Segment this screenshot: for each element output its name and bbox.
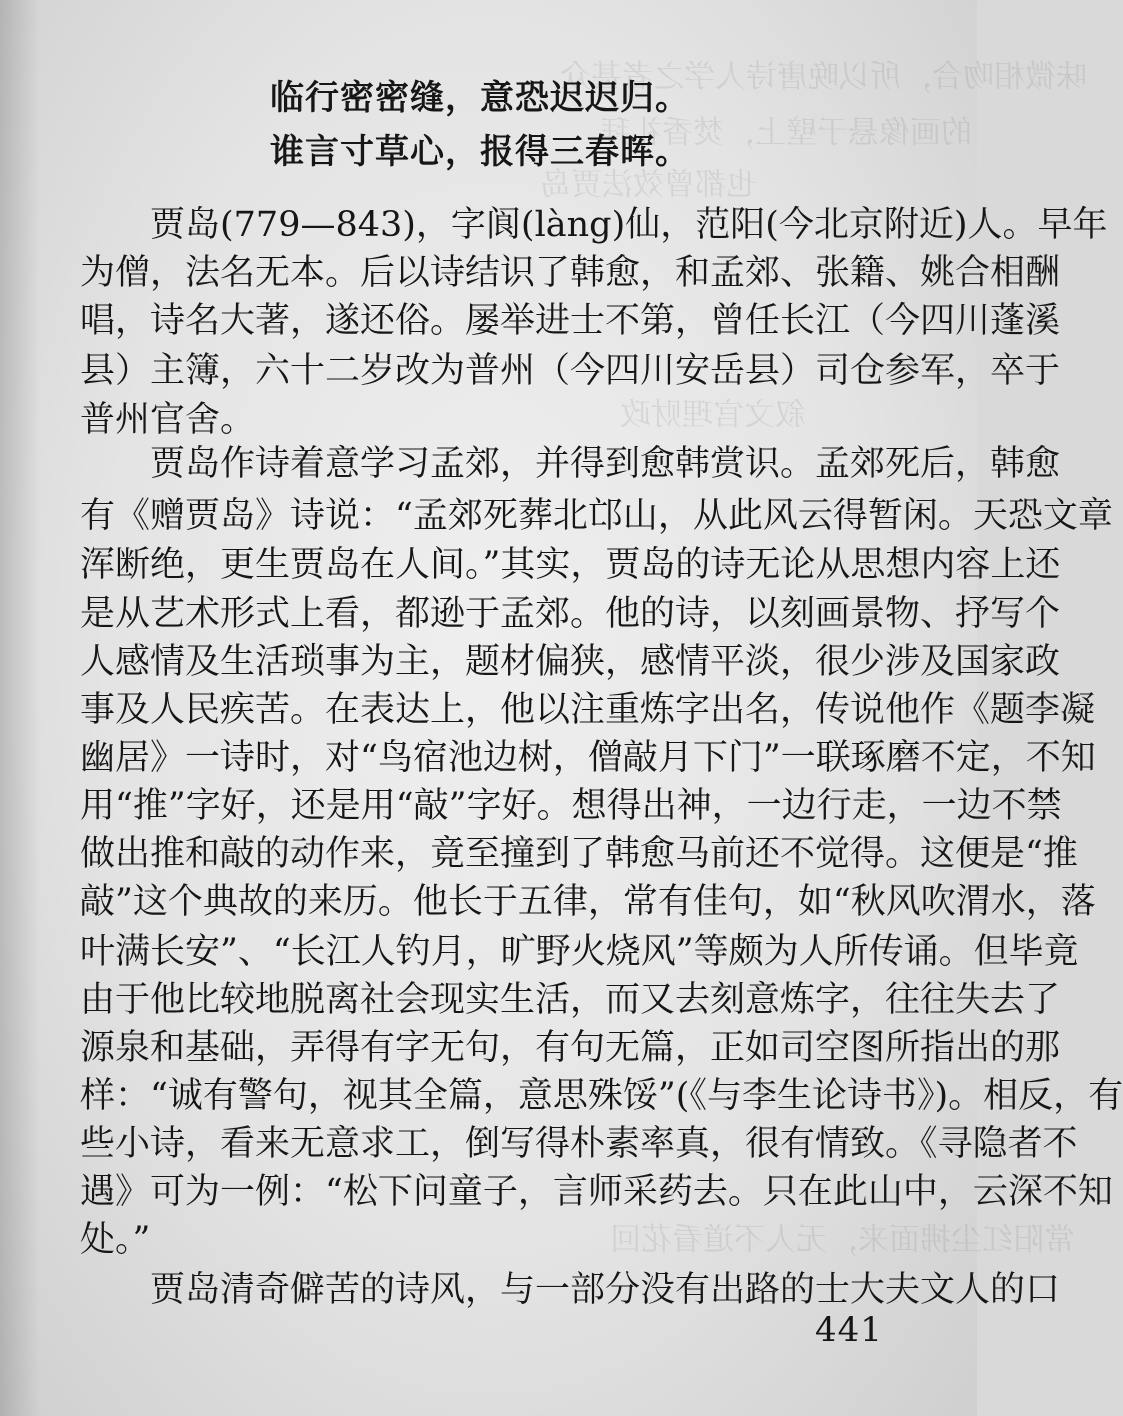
body-line: 遇》可为一例：“松下问童子，言师采药去。只在此山中，云深不知 — [80, 1172, 1113, 1212]
body-line: 做出推和敲的动作来，竟至撞到了韩愈马前还不觉得。这便是“推 — [80, 834, 1078, 874]
body-line: 唱，诗名大著，遂还俗。屡举进士不第，曾任长江（今四川蓬溪 — [80, 301, 1061, 341]
body-line: 有《赠贾岛》诗说：“孟郊死葬北邙山，从此风云得暂闲。天恐文章 — [80, 496, 1113, 536]
body-line: 为僧，法名无本。后以诗结识了韩愈，和孟郊、张籍、姚合相酬 — [80, 253, 1061, 293]
body-line: 贾岛清奇僻苦的诗风，与一部分没有出路的士大夫文人的口 — [80, 1270, 1061, 1310]
body-line: 叶满长安”、“长江人钓月，旷野火烧风”等颇为人所传诵。但毕竟 — [80, 932, 1079, 972]
body-line: 样：“诚有警句，视其全篇，意思殊馁”(《与李生论诗书》)。相反，有 — [80, 1076, 1123, 1116]
show-through-text: 味微相吻合，所以晚唐诗人学之者甚众 — [560, 59, 1087, 95]
body-line: 源泉和基础，弄得有字无句，有句无篇，正如司空图所指出的那 — [80, 1028, 1061, 1068]
body-line: 幽居》一诗时，对“鸟宿池边树，僧敲月下门”一联琢磨不定，不知 — [80, 738, 1096, 778]
page-number: 441 — [815, 1310, 883, 1350]
poem-line-2: 谁言寸草心，报得三春晖。 — [270, 132, 690, 172]
body-line: 浑断绝，更生贾岛在人间。”其实，贾岛的诗无论从思想内容上还 — [80, 545, 1061, 585]
body-line: 些小诗，看来无意求工，倒写得朴素率真，很有情致。《寻隐者不 — [80, 1124, 1078, 1164]
show-through-text: 常阳红尘拂面来，无人不道看花回 — [610, 1222, 1075, 1258]
body-line: 事及人民疾苦。在表达上，他以注重炼字出名，传说他作《题李凝 — [80, 690, 1096, 730]
show-through-text: 叙文官理财政 — [620, 397, 806, 433]
body-line: 普州官舍。 — [80, 400, 256, 440]
show-through-text: 的画像悬于壁上，焚香礼拜 — [600, 115, 972, 151]
body-line: 县）主簿，六十二岁改为普州（今四川安岳县）司仓参军，卒于 — [80, 351, 1061, 391]
body-line: 人感情及生活琐事为主，题材偏狭，感情平淡，很少涉及国家政 — [80, 642, 1061, 682]
body-line: 处。” — [80, 1220, 151, 1260]
body-line: 贾岛(779—843)，字阆(làng)仙，范阳(今北京附近)人。早年 — [80, 205, 1108, 245]
poem-line-1: 临行密密缝，意恐迟迟归。 — [270, 78, 690, 118]
body-line: 用“推”字好，还是用“敲”字好。想得出神，一边行走，一边不禁 — [80, 786, 1062, 826]
body-line: 由于他比较地脱离社会现实生活，而又去刻意炼字，往往失去了 — [80, 980, 1061, 1020]
body-line: 贾岛作诗着意学习孟郊，并得到愈韩赏识。孟郊死后，韩愈 — [80, 444, 1061, 484]
gutter-shadow — [0, 0, 40, 1416]
body-line: 是从艺术形式上看，都逊于孟郊。他的诗，以刻画景物、抒写个 — [80, 594, 1061, 634]
show-through-text: 也都曾效法贾岛 — [540, 167, 757, 203]
body-line: 敲”这个典故的来历。他长于五律，常有佳句，如“秋风吹渭水，落 — [80, 882, 1096, 922]
